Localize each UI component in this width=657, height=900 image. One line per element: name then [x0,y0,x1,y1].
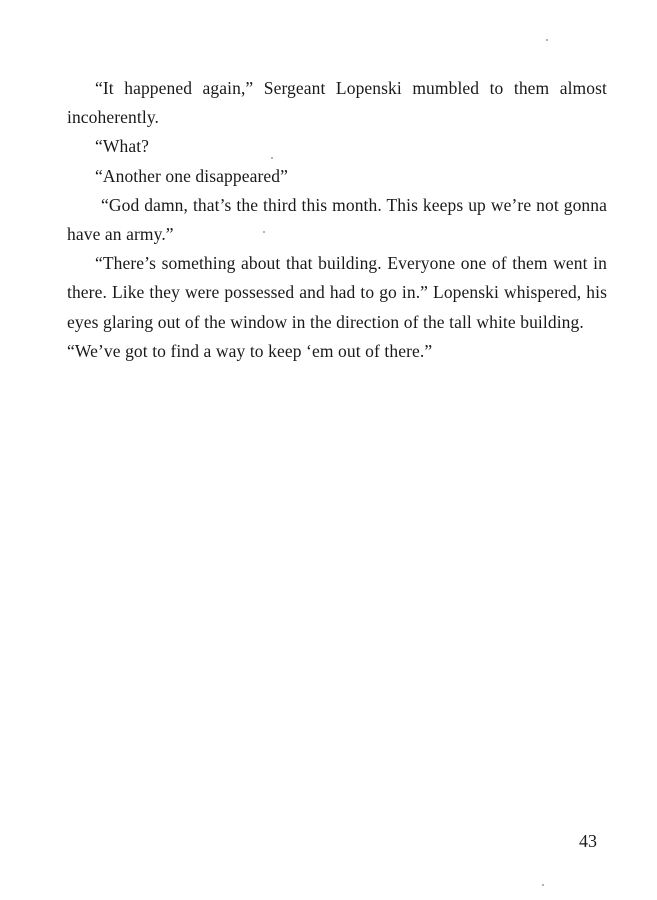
body-text [67,74,607,366]
paragraph: “Another one disappeared” [95,165,288,186]
paragraph: “What? [95,136,150,157]
paragraph: “It happened again,” Sergeant Lopenski mumbled to them almost incoherently. [67,78,607,128]
scan-speck [271,157,273,159]
paragraph: “God damn, that’s the third this month. This keeps up we’re not gonna have an army.” [67,194,607,245]
scan-speck [546,39,548,41]
scan-speck [263,231,265,233]
paragraph: “We’ve got to find a way to keep ‘em out of there.” [67,340,433,361]
paragraph: “There’s something about that building. Everyone one of them went in there. Like they were possessed and had to go in.” Lopenski whispered, his eyes glaring out of the window in the direction of the tall white building. [67,253,607,332]
scan-speck [542,884,544,886]
page-number: 43 [579,831,597,851]
